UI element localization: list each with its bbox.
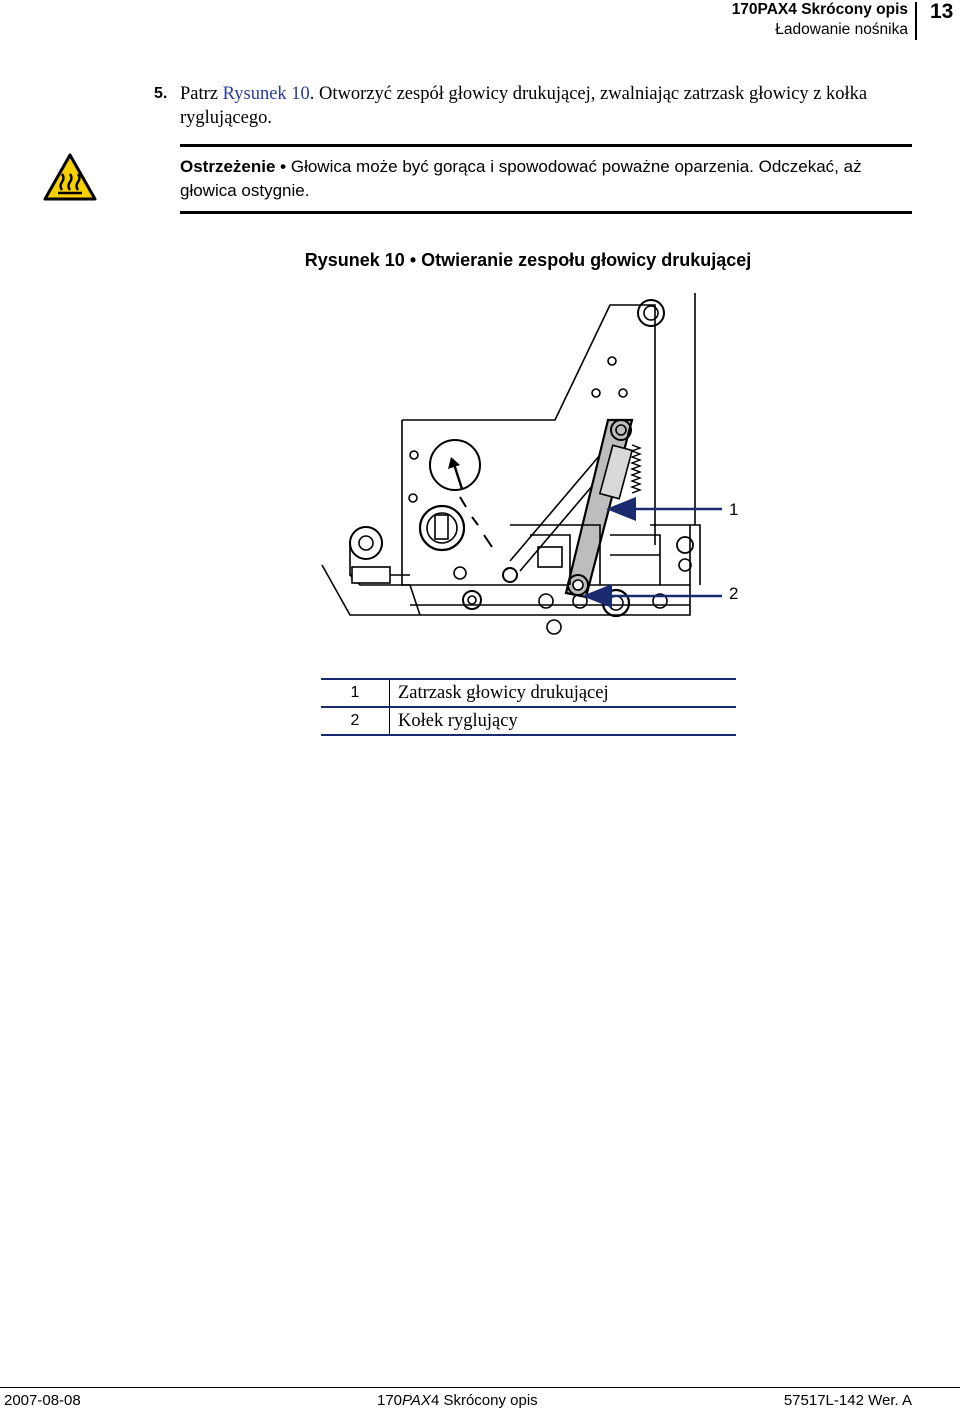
footer-doc-title [377, 1392, 538, 1409]
figure-legend-table [321, 678, 736, 736]
warning-body: Głowica może być gorąca i spowodować poważne oparzenia. Odczekać, aż głowica ostygnie. [180, 157, 862, 200]
figure-caption-separator: • [404, 250, 422, 270]
warning-label: Ostrzeżenie [180, 157, 276, 176]
figure-caption-number: Rysunek 10 [304, 250, 405, 270]
page-number: 13 [930, 0, 954, 23]
legend-row [321, 679, 736, 707]
legend-number: 1 [321, 679, 390, 707]
hot-surface-warning-icon [42, 152, 98, 202]
step-text-before: Patrz [180, 84, 223, 104]
legend-description: Kołek ryglujący [398, 710, 518, 731]
footer-doc-title-prefix: 170 [377, 1392, 403, 1409]
header-title: 170PAX4 Skrócony opis [731, 1, 908, 18]
figure-callout-1: 1 [729, 500, 739, 519]
footer-doc-title-suffix: 4 Skrócony opis [430, 1392, 538, 1409]
footer-doc-number: 57517L-142 Wer. A [783, 1392, 912, 1409]
footer-date: 2007-08-08 [4, 1392, 81, 1409]
legend-description: Zatrzask głowicy drukującej [398, 682, 609, 703]
figure-callout-2: 2 [729, 584, 739, 603]
warning-separator: • [275, 157, 291, 176]
figure-caption-title: Otwieranie zespołu głowicy drukującej [421, 250, 752, 270]
footer-rule [0, 1387, 960, 1388]
footer-doc-title-italic: PAX [402, 1392, 431, 1409]
step-text-after: . Otworzyć zespół głowicy drukującej, zwalniając zatrzask głowicy z kołka ryglującego. [180, 84, 868, 128]
header-divider [915, 2, 917, 40]
warning-text [180, 155, 920, 203]
figure-link[interactable]: Rysunek 10 [222, 84, 310, 104]
legend-number: 2 [321, 707, 390, 735]
warning-top-rule [180, 144, 912, 147]
legend-row [321, 707, 736, 735]
step-text [180, 82, 900, 130]
step-number: 5. [154, 85, 168, 102]
warning-bottom-rule [180, 211, 912, 214]
printhead-assembly-illustration [310, 285, 770, 655]
figure-caption [0, 250, 960, 271]
header-subtitle: Ładowanie nośnika [775, 21, 908, 38]
